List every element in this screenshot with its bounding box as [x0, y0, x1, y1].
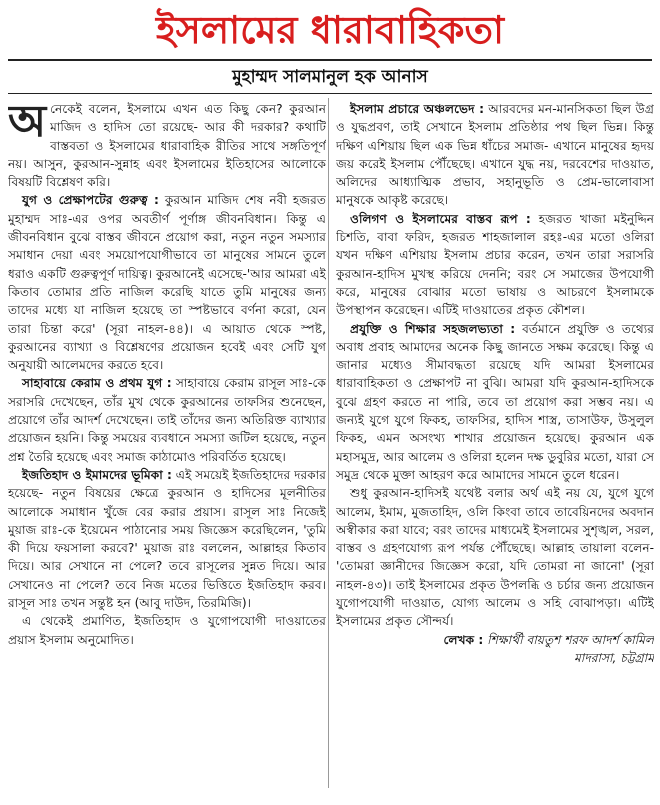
section-paragraph — [8, 374, 326, 465]
section-text: কুরআন মাজিদ শেষ নবী হজরত মুহাম্মদ সাঃ-এর ওপর অবতীর্ণ পূর্ণাঙ্গ জীবনবিধান। কিন্তু এ জীবনবিধান বুঝে বাস্তব জীবনে প্রয়োগ করা, নতুন নতুন সমস্যার সমাধান দেয়া এবং সময়োপযোগীভাবে তা মানুষের সামনে তুলে ধরাও একটি গুরুত্বপূর্ণ দায়িত্ব। কুরআনেই এসেছে-'আর আমরা এই কিতাব তোমার প্রতি নাজিল করেছি যাতে তুমি মানুষের জন্য তাদের মধ্যে যা নাজিল হয়েছে তা স্পষ্টভাবে বর্ণনা করো, যেন তারা চিন্তা করে' (সূরা নাহল-৪৪)। এ আয়াত থেকে স্পষ্ট, কুরআনের ব্যাখ্যা ও বিশ্লেষণের প্রয়োজন হবেই এবং সেটি যুগ অনুযায়ী আলেমদের করতে হবে। — [8, 193, 326, 373]
section-text: সাহাবায়ে কেরাম রাসূল সাঃ-কে সরাসরি দেখেছেন, তাঁর মুখ থেকে কুরআনের তাফসির শুনেছেন, প্রয়োগে তাঁর আদর্শ দেখেছেন। তাই তাঁদের জন্য অতিরিক্ত ব্যাখ্যার প্রয়োজন হয়নি। কিন্তু সময়ের ব্যবধানে সমস্যা জটিল হয়েছে, নতুন প্রশ্ন তৈরি হয়েছে এবং সমাজ কাঠামোও পরিবর্তিত হয়েছে। — [8, 376, 326, 464]
intro-paragraph — [8, 100, 326, 191]
author-credit-location: মাদরাসা, চট্টগ্রাম — [574, 650, 654, 665]
article-column-right — [336, 100, 654, 800]
section-paragraph — [336, 210, 654, 320]
section-paragraph — [336, 484, 654, 630]
section-text: বর্তমানে প্রযুক্তি ও তথ্যের অবাধ প্রবাহ আমাদের অনেক কিছু জানতে সক্ষম করেছে। কিন্তু এ জানার মধ্যেও সীমাবদ্ধতা রয়েছে যদি আমরা ইসলামের ধারাবাহিকতা ও প্রেক্ষাপট না বুঝি। আমরা যদি কুরআন-হাদিসকে বুঝে গ্রহণ করতে না পারি, তবে তা প্রয়োগ করা সম্ভব নয়। এ জন্যই যুগে যুগে ফিকহ, তাফসির, হাদিস শাস্ত্র, তাসাউফ, উসুলুল ফিকহ, এমন অসংখ্য শাখার প্রয়োজন হয়েছে। কুরআন এক মহাসমুদ্র, আর আলেম ও ওলিরা হলেন দক্ষ ডুবুরির মতো, যারা সে সমুদ্র থেকে মুক্তা আহরণ করে আমাদের সামনে তুলে ধরেন। — [336, 321, 654, 482]
section-heading: যুগ ও প্রেক্ষাপটের গুরুত্ব : — [22, 193, 159, 208]
section-text: আরবদের মন-মানসিকতা ছিল উগ্র ও যুদ্ধপ্রবণ, তাই সেখানে ইসলাম প্রতিষ্ঠার পথ ছিল ভিন্ন। কিন্তু দক্ষিণ এশিয়ায় ছিল এক ভিন্ন ধাঁচের সমাজ- এখানে মানুষের হৃদয় জয় করেই ইসলাম পৌঁছেছে। এখানে যুদ্ধ নয়, দরবেশের দাওয়াত, অলিদের আধ্যাত্মিক প্রভাব, সহানুভূতি ও প্রেম-ভালোবাসা মানুষকে আকৃষ্ট করেছে। — [336, 102, 654, 208]
author-credit-text: শিক্ষার্থী বায়তুশ শরফ আদর্শ কামিল — [487, 632, 654, 647]
section-heading: ইসলাম প্রচারে অঞ্চলভেদ : — [350, 102, 484, 116]
section-heading: ইজতিহাদ ও ইমামদের ভূমিকা : — [22, 467, 172, 482]
intro-text: নেকেই বলেন, ইসলামে এখন এত কিছু কেন? কুরআন মাজিদ ও হাদিস তো রয়েছে- আর কী দরকার? কথাটি বাস্তবতা ও ইসলামের ধারাবাহিক রীতির সাথে সঙ্গতিপূর্ণ নয়। আসুন, কুরআন-সুন্নাহ এবং ইসলামের ইতিহাসের আলোকে বিষয়টি বিশ্লেষণ করি। — [8, 102, 326, 190]
section-paragraph — [8, 191, 326, 374]
section-paragraph — [336, 320, 654, 485]
byline-rule — [8, 93, 652, 94]
article-title: ইসলামের ধারাবাহিকতা — [155, 8, 505, 52]
section-paragraph — [336, 100, 654, 210]
author-byline: মুহাম্মদ সালমানুল হক আনাস — [232, 67, 428, 87]
section-text: হজরত খাজা মইনুদ্দিন চিশতি, বাবা ফরিদ, হজরত শাহজালাল রহঃ-এর মতো ওলিরা যখন দক্ষিণ এশিয়ায় ইসলাম প্রচার করেন, তখন তারা সরাসরি কুরআন-হাদিস মুখস্থ করিয়ে দেননি; বরং সে সমাজের উপযোগী করে, মানুষের বোঝার মতো ভাষায় ও আচরণে ইসলামকে উপস্থাপন করেছেন। এটিই দাওয়াতের প্রকৃত কৌশল। — [336, 211, 654, 318]
drop-cap: অ — [8, 100, 47, 147]
section-text: এ থেকেই প্রমাণিত, ইজতিহাদ ও যুগোপযোগী দাওয়াতের প্রয়াস ইসলাম অনুমোদিত। — [8, 614, 326, 647]
section-heading: ওলিগণ ও ইসলামের বাস্তব রূপ : — [350, 211, 531, 226]
section-paragraph — [8, 466, 326, 612]
section-heading: সাহাবায়ে কেরাম ও প্রথম যুগ : — [22, 376, 172, 391]
section-text: এই সময়েই ইজতিহাদের দরকার হয়েছে- নতুন বিষয়ের ক্ষেত্রে কুরআন ও হাদিসের মূলনীতির আলোকে সমাধান খুঁজে বের করার প্রয়াস। রাসূল সাঃ নিজেই মুয়াজ রাঃ-কে ইয়েমেন পাঠানোর সময় জিজ্ঞেস করেছিলেন, 'তুমি কী দিয়ে ফয়সালা করবে?' মুয়াজ রাঃ বললেন, আল্লাহর কিতাব দিয়ে। আর সেখানে না পেলে? তবে রাসূলের সুন্নত দিয়ে। আর সেখানেও না পেলে? তবে নিজ মতের ভিত্তিতে ইজতিহাদ করব। রাসূল সাঃ তখন সন্তুষ্ট হন (আবু দাউদ, তিরমিজি)। — [8, 467, 326, 611]
title-rule — [8, 59, 652, 61]
article-column-left — [8, 100, 326, 800]
section-heading: প্রযুক্তি ও শিক্ষার সহজলভ্যতা : — [350, 321, 516, 336]
section-text: শুধু কুরআন-হাদিসই যথেষ্ট বলার অর্থ এই নয় যে, যুগে যুগে আলেম, ইমাম, মুজতাহিদ, ওলি কিংবা তাবে তাবেয়িনদের অবদান অস্বীকার করা যাবে; বরং তাদের মাধ্যমেই ইসলামের সুশৃঙ্খল, সরল, বাস্তব ও গ্রহণযোগ্য রূপ পর্যন্ত পৌঁছেছে। আল্লাহ তায়ালা বলেন-'তোমরা জ্ঞানীদের জিজ্ঞেস করো, যদি তোমরা না জানো' (সূরা নাহল-৪৩)। তাই ইসলামের প্রকৃত উপলব্ধি ও চর্চার জন্য প্রয়োজন যুগোপযোগী দাওয়াত, যোগ্য আলেম ও সহি বোঝাপড়া। এটিই ইসলামের প্রকৃত সৌন্দর্য। — [336, 486, 654, 629]
author-credit — [336, 631, 654, 668]
section-paragraph — [8, 612, 326, 649]
column-divider — [328, 98, 329, 788]
author-credit-label: লেখক : — [443, 632, 484, 647]
